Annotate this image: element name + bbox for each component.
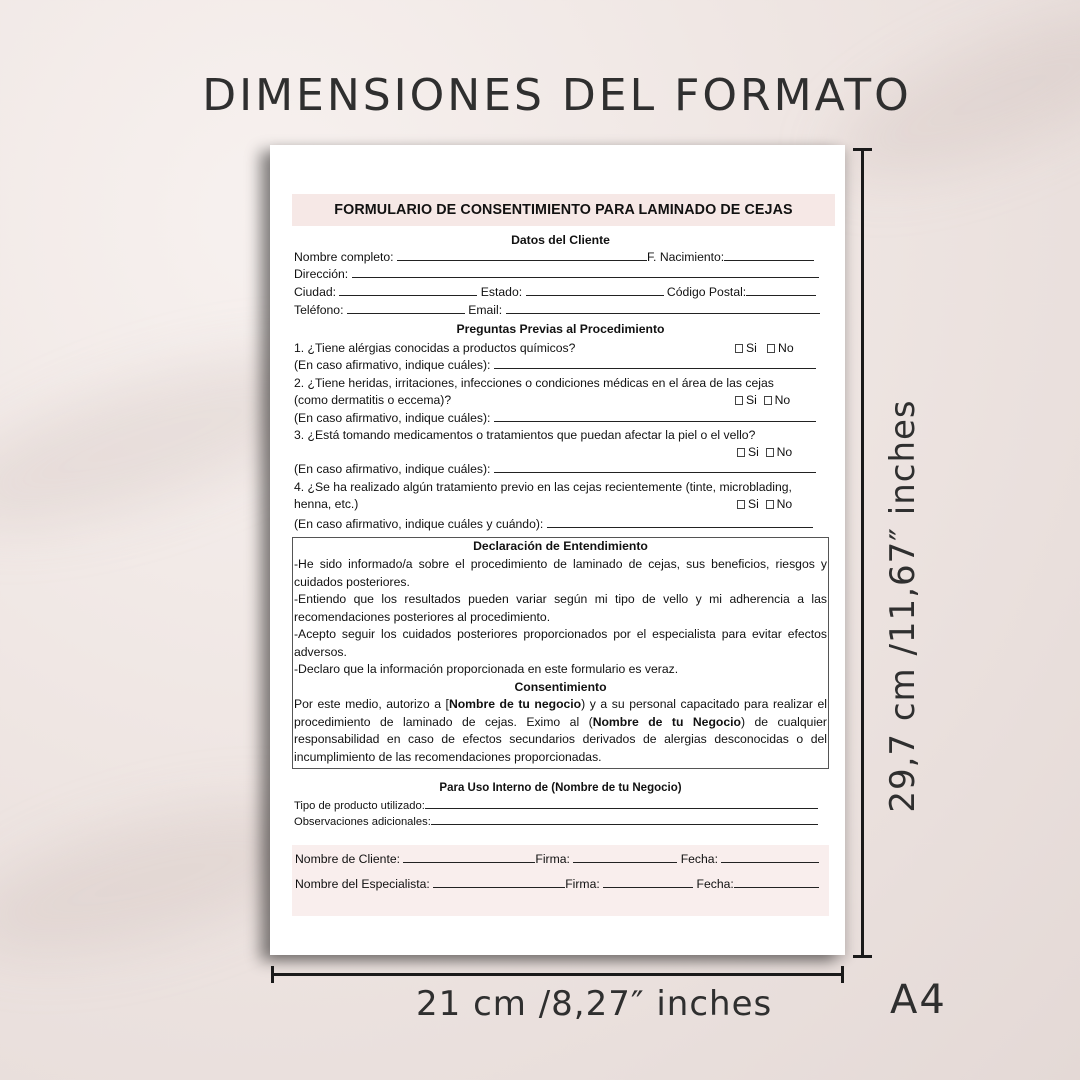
question-4-followup	[294, 518, 813, 530]
height-dimension-label: 29,7 cm /11,67″ inches	[883, 399, 923, 813]
yes-checkbox[interactable]	[737, 448, 745, 457]
client-name-label: Nombre de Cliente:	[295, 852, 400, 866]
email-field[interactable]	[506, 304, 820, 314]
height-dimension-cap	[853, 955, 872, 958]
form-title: FORMULARIO DE CONSENTIMIENTO PARA LAMINADO DE CEJAS	[292, 194, 835, 226]
yes-label: Si	[748, 497, 759, 511]
declaration-item-3: -Acepto seguir los cuidados posteriores proporcionados por el especialista para evitar efectos adversos.	[294, 627, 827, 659]
question-1-checkboxes	[735, 342, 794, 354]
business-name-placeholder: Nombre de tu negocio	[448, 697, 582, 711]
followup-field[interactable]	[494, 359, 816, 369]
followup-field[interactable]	[547, 518, 813, 528]
specialist-name-field[interactable]	[433, 878, 565, 888]
followup-label: (En caso afirmativo, indique cuáles):	[294, 358, 491, 372]
specialist-signature-row	[295, 878, 819, 890]
specialist-signature-field[interactable]	[603, 878, 693, 888]
followup-field[interactable]	[494, 463, 816, 473]
height-dimension-cap	[853, 148, 872, 151]
specialist-name-label: Nombre del Especialista:	[295, 877, 430, 891]
no-checkbox[interactable]	[764, 396, 772, 405]
product-row	[294, 799, 818, 812]
question-4-line2: henna, etc.)	[294, 497, 359, 511]
yes-label: Si	[748, 445, 759, 459]
city-field[interactable]	[339, 286, 477, 296]
consent-heading: Consentimiento	[514, 680, 607, 694]
date-label: Fecha:	[680, 852, 718, 866]
signature-label: Firma:	[535, 852, 570, 866]
question-1-followup	[294, 359, 816, 371]
width-dimension-line	[272, 973, 844, 976]
no-label: No	[774, 393, 791, 407]
question-2-line2: (como dermatitis o eccema)?	[294, 393, 452, 407]
yes-checkbox[interactable]	[735, 396, 743, 405]
followup-field[interactable]	[494, 412, 816, 422]
question-3-checkboxes	[737, 446, 792, 458]
phone-row	[294, 304, 820, 316]
full-name-label: Nombre completo:	[294, 250, 394, 264]
yes-label: Si	[746, 341, 757, 355]
city-label: Ciudad:	[294, 285, 337, 299]
notes-field[interactable]	[431, 815, 818, 825]
question-2-followup	[294, 412, 816, 424]
yes-checkbox[interactable]	[735, 344, 743, 353]
no-label: No	[778, 341, 794, 355]
question-2-line1: 2. ¿Tiene heridas, irritaciones, infecciones o condiciones médicas en el área de las cejas	[294, 376, 774, 390]
followup-label: (En caso afirmativo, indique cuáles):	[294, 462, 491, 476]
width-dimension-cap	[841, 966, 844, 983]
question-4-line1: 4. ¿Se ha realizado algún tratamiento previo en las cejas recientemente (tinte, microblading,	[294, 480, 792, 494]
birth-date-field[interactable]	[724, 251, 814, 261]
address-row	[294, 268, 819, 280]
declaration-item-4: -Declaro que la información proporcionada en este formulario es veraz.	[294, 662, 679, 676]
question-2-checkboxes	[735, 394, 790, 406]
no-label: No	[776, 445, 793, 459]
consent-text: Por este medio, autorizo a [Nombre de tu negocio) y a su personal capacitado para realizar el procedimiento de laminado de cejas. Eximo al (Nombre de tu Negocio) de cualquier responsabilidad en caso de efectos secundarios derivados de alergias desconocidas o del incumplimiento de las recomendaciones proporcionadas.	[294, 697, 828, 764]
no-checkbox[interactable]	[766, 448, 774, 457]
followup-label: (En caso afirmativo, indique cuáles y cuándo):	[294, 517, 544, 531]
no-label: No	[776, 497, 793, 511]
questions-heading: Preguntas Previas al Procedimiento	[456, 322, 665, 336]
date-label: Fecha:	[696, 877, 734, 891]
declaration-heading: Declaración de Entendimiento	[473, 539, 648, 553]
height-dimension-line	[861, 150, 864, 958]
yes-checkbox[interactable]	[737, 500, 745, 509]
business-name-placeholder: Nombre de tu Negocio	[592, 714, 741, 729]
phone-label: Teléfono:	[294, 303, 344, 317]
full-name-row	[294, 251, 814, 263]
specialist-date-field[interactable]	[734, 878, 819, 888]
client-date-field[interactable]	[721, 853, 819, 863]
state-field[interactable]	[526, 286, 664, 296]
city-row	[294, 286, 816, 298]
question-3-followup	[294, 463, 816, 475]
address-field[interactable]	[352, 268, 819, 278]
no-checkbox[interactable]	[767, 344, 775, 353]
email-label: Email:	[468, 303, 503, 317]
birth-date-label: F. Nacimiento:	[646, 250, 725, 264]
signature-label: Firma:	[565, 877, 600, 891]
paper-size-label: A4	[890, 977, 947, 1023]
notes-label: Observaciones adicionales:	[294, 816, 431, 828]
no-checkbox[interactable]	[766, 500, 774, 509]
yes-label: Si	[746, 393, 757, 407]
address-label: Dirección:	[294, 267, 349, 281]
question-3: 3. ¿Está tomando medicamentos o tratamientos que puedan afectar la piel o el vello?	[294, 428, 756, 442]
width-dimension-cap	[271, 966, 274, 983]
declaration-item-2: -Entiendo que los resultados pueden variar según mi tipo de vello y mi adherencia a las recomendaciones posteriores al procedimiento.	[294, 592, 827, 624]
declaration-item-1: -He sido informado/a sobre el procedimiento de laminado de cejas, sus beneficios, riesgos y cuidados posteriores.	[294, 557, 827, 589]
product-label: Tipo de producto utilizado:	[294, 800, 425, 812]
zip-field[interactable]	[746, 286, 816, 296]
question-4-checkboxes	[737, 498, 792, 510]
full-name-field[interactable]	[397, 251, 647, 261]
zip-label: Código Postal:	[666, 285, 747, 299]
phone-field[interactable]	[347, 304, 465, 314]
product-field[interactable]	[425, 799, 818, 809]
notes-row	[294, 815, 818, 828]
followup-label: (En caso afirmativo, indique cuáles):	[294, 411, 491, 425]
form-sheet	[270, 145, 845, 955]
client-signature-row	[295, 853, 819, 865]
page-title: DIMENSIONES DEL FORMATO	[202, 70, 912, 121]
state-label: Estado:	[480, 285, 523, 299]
question-1: 1. ¿Tiene alérgias conocidas a productos químicos?	[294, 341, 576, 355]
client-name-field[interactable]	[403, 853, 535, 863]
client-section-heading: Datos del Cliente	[511, 233, 610, 247]
internal-use-heading: Para Uso Interno de (Nombre de tu Negocio)	[439, 782, 682, 794]
width-dimension-label: 21 cm /8,27″ inches	[416, 984, 773, 1024]
client-signature-field[interactable]	[573, 853, 677, 863]
